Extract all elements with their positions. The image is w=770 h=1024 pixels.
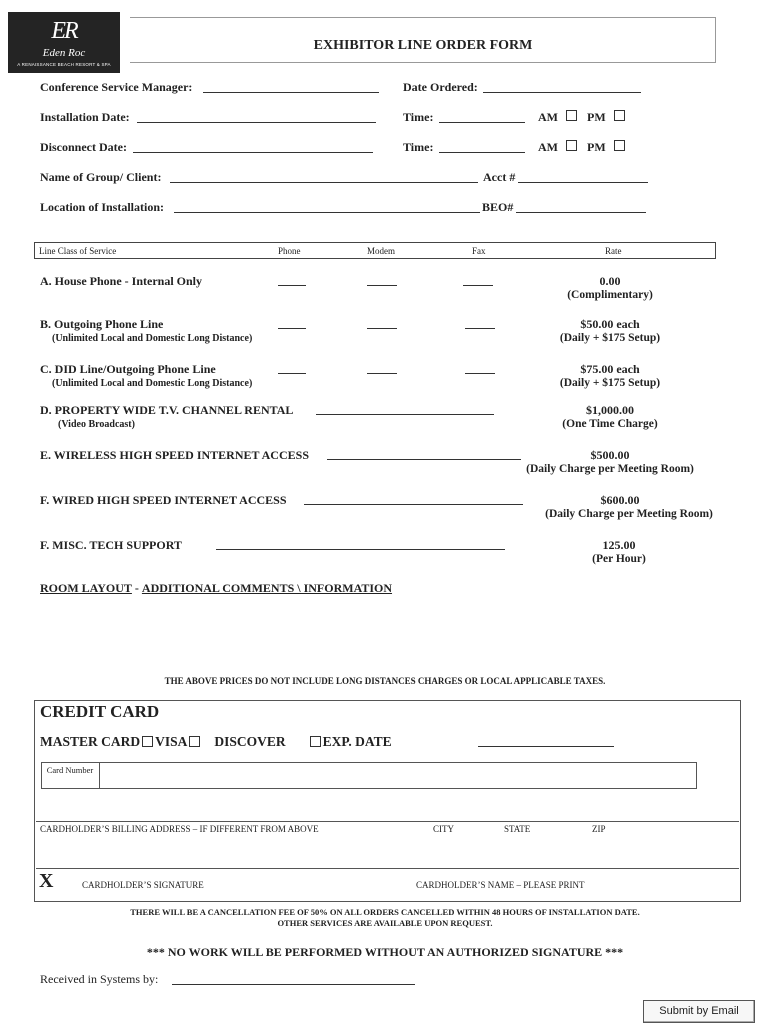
comments-label: ADDITIONAL COMMENTS \ INFORMATION xyxy=(141,581,393,595)
credit-card-box xyxy=(34,700,741,902)
row-f-misc-rate: 125.00 xyxy=(602,538,636,552)
rate-header: Rate xyxy=(605,246,622,256)
row-c-rate-note: (Daily + $175 Setup) xyxy=(559,377,661,389)
visa-label: VISA xyxy=(155,734,188,749)
row-f-wired-rate-note: (Daily Charge per Meeting Room) xyxy=(545,508,713,520)
installation-am-label: AM xyxy=(538,110,558,124)
prices-disclaimer: THE ABOVE PRICES DO NOT INCLUDE LONG DISTANCES CHARGES OR LOCAL APPLICABLE TAXES. xyxy=(164,676,606,686)
city-label: CITY xyxy=(433,824,454,834)
service-row-c: C. DID Line/Outgoing Phone Line xyxy=(40,362,216,376)
no-work-warning: *** NO WORK WILL BE PERFORMED WITHOUT AN AUTHORIZED SIGNATURE *** xyxy=(146,945,624,959)
service-row-f-wired: F. WIRED HIGH SPEED INTERNET ACCESS xyxy=(40,493,287,507)
visa-checkbox[interactable] xyxy=(189,736,200,747)
service-table-header xyxy=(34,242,716,259)
group-client-input[interactable] xyxy=(170,169,478,183)
billing-address-line[interactable] xyxy=(36,821,739,822)
installation-time-label: Time: xyxy=(403,110,434,124)
installation-time-input[interactable] xyxy=(439,109,525,123)
signature-x-mark: X xyxy=(39,870,54,892)
disconnect-time-input[interactable] xyxy=(439,139,525,153)
signature-label: CARDHOLDER’S SIGNATURE xyxy=(82,880,204,890)
row-a-modem-input[interactable] xyxy=(367,273,397,286)
logo-tagline: A RENAISSANCE BEACH RESORT & SPA xyxy=(17,62,111,67)
row-f-wired-rate: $600.00 xyxy=(600,493,640,507)
discover-label: DISCOVER xyxy=(214,734,286,749)
logo-monogram: ER xyxy=(51,18,77,44)
zip-label: ZIP xyxy=(592,824,606,834)
line-class-header: Line Class of Service xyxy=(39,246,117,256)
disconnect-pm-checkbox[interactable] xyxy=(614,140,625,151)
room-layout-heading xyxy=(40,581,392,596)
state-label: STATE xyxy=(504,824,531,834)
row-c-fax-input[interactable] xyxy=(465,361,495,374)
exp-date-label: EXP. DATE xyxy=(322,734,392,749)
row-a-rate-note: (Complimentary) xyxy=(567,289,653,301)
row-a-phone-input[interactable] xyxy=(278,273,306,286)
date-ordered-input[interactable] xyxy=(483,79,641,93)
beo-input[interactable] xyxy=(516,199,646,213)
row-c-rate: $75.00 each xyxy=(580,362,640,376)
received-label: Received in Systems by: xyxy=(40,972,159,986)
row-f-misc-input[interactable] xyxy=(216,537,505,550)
phone-header: Phone xyxy=(278,246,301,256)
row-d-input[interactable] xyxy=(316,402,494,415)
master-card-label: MASTER CARD xyxy=(40,734,141,749)
disconnect-am-checkbox[interactable] xyxy=(566,140,577,151)
disconnect-date-label: Disconnect Date: xyxy=(40,140,127,154)
fax-header: Fax xyxy=(472,246,486,256)
eden-roc-logo xyxy=(8,12,120,73)
installation-date-input[interactable] xyxy=(137,109,376,123)
modem-header: Modem xyxy=(367,246,395,256)
service-row-f-misc: F. MISC. TECH SUPPORT xyxy=(40,538,182,552)
row-e-input[interactable] xyxy=(327,447,521,460)
service-row-c-note: (Unlimited Local and Domestic Long Distance) xyxy=(52,378,253,389)
row-b-rate-note: (Daily + $175 Setup) xyxy=(559,332,661,344)
group-client-label: Name of Group/ Client: xyxy=(40,170,162,184)
row-b-fax-input[interactable] xyxy=(465,316,495,329)
row-f-wired-input[interactable] xyxy=(304,492,523,505)
service-row-e: E. WIRELESS HIGH SPEED INTERNET ACCESS xyxy=(40,448,309,462)
form-title: EXHIBITOR LINE ORDER FORM xyxy=(313,38,533,53)
conference-manager-label: Conference Service Manager: xyxy=(40,80,193,94)
card-number-label: Card Number xyxy=(41,762,100,789)
disconnect-time-label: Time: xyxy=(403,140,434,154)
installation-pm-label: PM xyxy=(587,110,606,124)
row-e-rate-note: (Daily Charge per Meeting Room) xyxy=(526,463,694,475)
row-f-misc-rate-note: (Per Hour) xyxy=(592,553,646,565)
exp-date-input[interactable] xyxy=(478,733,614,747)
service-row-d-note: (Video Broadcast) xyxy=(58,419,135,430)
name-print-label: CARDHOLDER’S NAME – PLEASE PRINT xyxy=(416,880,585,890)
row-b-phone-input[interactable] xyxy=(278,316,306,329)
date-ordered-label: Date Ordered: xyxy=(403,80,478,94)
billing-address-label: CARDHOLDER’S BILLING ADDRESS – IF DIFFERENT FROM ABOVE xyxy=(40,824,319,834)
cancellation-note: THERE WILL BE A CANCELLATION FEE OF 50% ON ALL ORDERS CANCELLED WITHIN 48 HOURS OF INSTALLATION DATE. xyxy=(130,907,640,917)
other-services-note: OTHER SERVICES ARE AVAILABLE UPON REQUEST. xyxy=(277,918,493,928)
installation-date-label: Installation Date: xyxy=(40,110,130,124)
disconnect-pm-label: PM xyxy=(587,140,606,154)
acct-label: Acct # xyxy=(483,170,516,184)
row-c-modem-input[interactable] xyxy=(367,361,397,374)
received-input[interactable] xyxy=(172,972,415,985)
submit-by-email-button[interactable]: Submit by Email xyxy=(643,1000,755,1023)
row-a-fax-input[interactable] xyxy=(463,273,493,286)
location-label: Location of Installation: xyxy=(40,200,165,214)
row-e-rate: $500.00 xyxy=(590,448,630,462)
location-input[interactable] xyxy=(174,199,480,213)
acct-input[interactable] xyxy=(518,169,648,183)
installation-am-checkbox[interactable] xyxy=(566,110,577,121)
room-layout-label: ROOM LAYOUT xyxy=(40,581,132,595)
row-b-rate: $50.00 each xyxy=(580,317,640,331)
logo-script: Eden Roc xyxy=(42,47,86,59)
beo-label: BEO# xyxy=(482,200,514,214)
service-row-b: B. Outgoing Phone Line xyxy=(40,317,164,331)
heading-separator: - xyxy=(131,581,142,595)
row-b-modem-input[interactable] xyxy=(367,316,397,329)
row-c-phone-input[interactable] xyxy=(278,361,306,374)
disconnect-am-label: AM xyxy=(538,140,558,154)
service-row-a: A. House Phone - Internal Only xyxy=(40,274,203,288)
card-number-input[interactable] xyxy=(41,762,697,789)
row-a-rate: 0.00 xyxy=(599,274,621,288)
exp-date-checkbox[interactable] xyxy=(310,736,321,747)
credit-card-title: CREDIT CARD xyxy=(40,702,160,721)
card-type-row xyxy=(40,734,392,750)
signature-line[interactable] xyxy=(36,868,739,869)
installation-pm-checkbox[interactable] xyxy=(614,110,625,121)
service-row-d: D. PROPERTY WIDE T.V. CHANNEL RENTAL xyxy=(40,403,294,417)
conference-manager-input[interactable] xyxy=(203,79,379,93)
disconnect-date-input[interactable] xyxy=(133,139,373,153)
row-d-rate-note: (One Time Charge) xyxy=(562,418,658,430)
service-row-b-note: (Unlimited Local and Domestic Long Distance) xyxy=(52,333,253,344)
master-card-checkbox[interactable] xyxy=(142,736,153,747)
row-d-rate: $1,000.00 xyxy=(586,403,634,417)
